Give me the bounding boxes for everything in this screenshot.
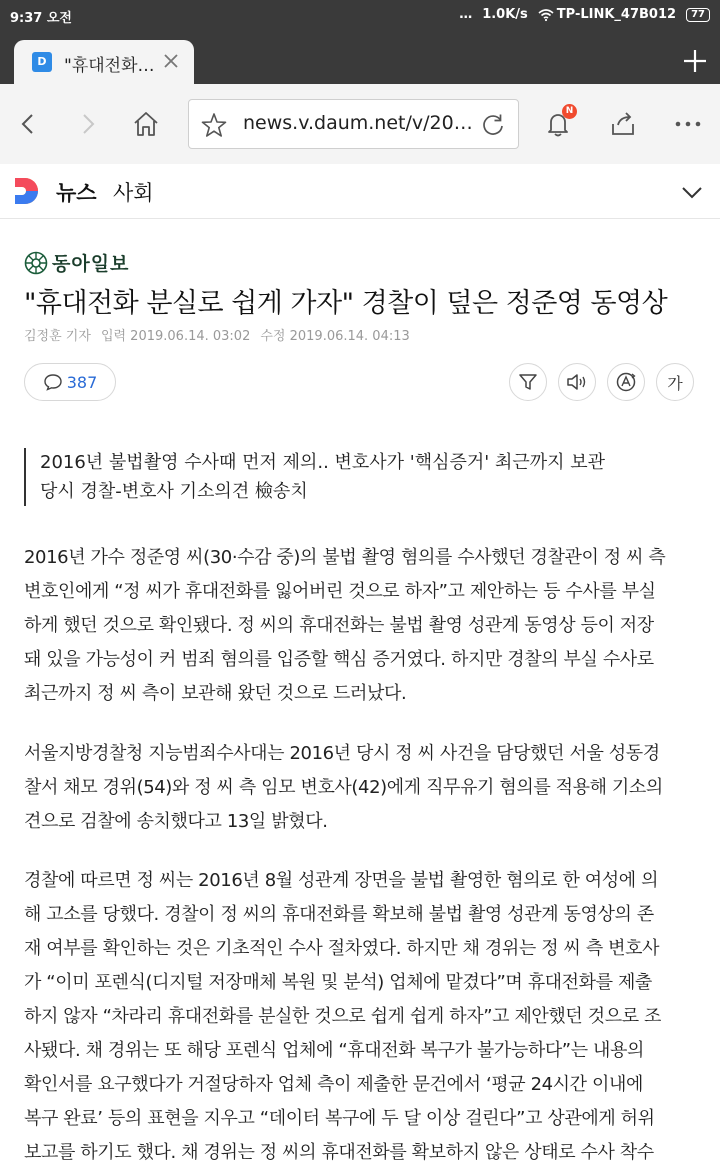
tab-favicon: D <box>32 52 52 72</box>
body-line: 재 여부를 확인하는 것은 기초적인 수사 절차였다. 하지만 채 경위는 정 씨 측 변호사 <box>24 938 660 959</box>
share-icon <box>609 110 637 138</box>
tab-strip <box>0 30 720 84</box>
body-line: 변호인에게 “정 씨가 휴대전화를 잃어버린 것으로 하자”고 제안하는 등 수사를 부실 <box>24 581 656 602</box>
network-speed: 1.0K/s <box>482 7 528 22</box>
listen-button[interactable] <box>558 363 596 401</box>
filter-icon <box>518 372 538 392</box>
status-right <box>459 7 710 22</box>
chevron-down-icon[interactable] <box>680 180 704 204</box>
daum-logo[interactable] <box>12 176 42 206</box>
reload-icon[interactable] <box>480 112 506 138</box>
notifications-button[interactable] <box>538 104 578 144</box>
body-line: 경찰에 따르면 정 씨는 2016년 8월 성관계 장면을 불법 촬영한 혐의로 한 여성에 의 <box>24 870 659 891</box>
battery-level: 77 <box>686 8 710 22</box>
body-line: 서울지방경찰청 지능범죄수사대는 2016년 당시 정 씨 사건을 담당했던 서울 성동경 <box>24 743 660 764</box>
more-button[interactable] <box>668 104 708 144</box>
speaker-icon <box>566 372 588 392</box>
home-button[interactable] <box>126 104 166 144</box>
body-line: 최근까지 정 씨 측이 보관해 왔던 것으로 드러났다. <box>24 683 407 704</box>
back-icon <box>16 112 40 136</box>
comment-count: 387 <box>66 372 98 392</box>
article-summary <box>24 448 694 506</box>
translate-button[interactable] <box>607 363 645 401</box>
body-line: 하지 않자 “차라리 휴대전화를 분실한 것으로 쉽게 쉽게 하자”고 제안했던 것으로 조 <box>24 1006 661 1027</box>
more-icon <box>674 120 702 128</box>
forward-button[interactable] <box>68 104 108 144</box>
body-line: 해 고소를 당했다. 경찰이 정 씨의 휴대전화를 확보해 불법 촬영 성관계 동영상의 존 <box>24 904 654 925</box>
article-paragraph-3 <box>24 864 699 1170</box>
share-button[interactable] <box>603 104 643 144</box>
article-paragraph-1 <box>24 541 699 711</box>
wifi-icon <box>538 9 554 21</box>
star-icon[interactable] <box>201 112 227 138</box>
section-label[interactable]: 사회 <box>113 181 154 205</box>
close-icon[interactable] <box>160 50 182 72</box>
body-line: 찰서 채모 경위(54)와 정 씨 측 임모 변호사(42)에게 직무유기 혐의를 적용해 기소의 <box>24 777 663 798</box>
news-label[interactable]: 뉴스 <box>56 181 97 205</box>
body-line: 돼 있을 가능성이 커 범죄 혐의를 입증할 핵심 증거였다. 하지만 경찰의 부실 수사로 <box>24 649 654 670</box>
article-paragraph-2 <box>24 737 699 839</box>
press-emblem <box>24 251 48 275</box>
press-logo[interactable] <box>24 249 129 276</box>
summary-line: 2016년 불법촬영 수사때 먼저 제의.. 변호사가 '핵심증거' 최근까지 보관 <box>40 452 606 473</box>
back-button[interactable] <box>8 104 48 144</box>
body-line: 가 “이미 포렌식(디지털 저장매체 복원 및 분석) 업체에 맡겼다”며 휴대전화를 제출 <box>24 972 652 993</box>
body-line: 보고를 하기도 했다. 채 경위는 정 씨의 휴대전화를 확보하지 않은 상태로 수사 착수 <box>24 1142 654 1163</box>
summary-button[interactable] <box>509 363 547 401</box>
address-bar[interactable] <box>188 99 519 149</box>
site-header <box>0 164 720 219</box>
comment-button[interactable] <box>24 363 116 401</box>
body-line: 2016년 가수 정준영 씨(30·수감 중)의 불법 촬영 혐의를 수사했던 경찰관이 정 씨 측 <box>24 547 666 568</box>
comment-icon <box>43 373 63 391</box>
reporter-name[interactable]: 김정훈 기자 <box>24 329 91 344</box>
summary-line: 당시 경찰-변호사 기소의견 檢송치 <box>40 481 308 502</box>
status-bar <box>0 0 720 30</box>
body-line: 하게 했던 것으로 확인됐다. 정 씨의 휴대전화는 불법 촬영 성관계 동영상 등이 저장 <box>24 615 654 636</box>
press-name: 동아일보 <box>52 253 130 275</box>
plus-icon[interactable] <box>682 48 708 74</box>
tab-title: "휴대전화… <box>64 56 155 76</box>
wifi-status <box>538 7 676 22</box>
status-time: 9:37 오전 <box>10 11 72 26</box>
input-time: 입력 2019.06.14. 03:02 <box>100 329 251 344</box>
font-size-label: 가 <box>667 373 683 393</box>
article-meta <box>24 325 410 344</box>
browser-tab[interactable] <box>14 40 194 84</box>
body-line: 견으로 검찰에 송치했다고 13일 밝혔다. <box>24 811 328 832</box>
notification-badge: N <box>562 104 577 119</box>
browser-toolbar <box>0 84 720 164</box>
body-line: 사됐다. 채 경위는 또 해당 포렌식 업체에 “휴대전화 복구가 불가능하다”는 내용의 <box>24 1040 645 1061</box>
translate-icon <box>615 371 637 393</box>
edit-time: 수정 2019.06.14. 04:13 <box>260 329 410 344</box>
body-line: 복구 완료’ 등의 표현을 지우고 “데이터 복구에 두 달 이상 걸린다”고 상관에게 허위 <box>24 1108 655 1129</box>
home-icon <box>132 110 160 138</box>
article-headline: "휴대전화 분실로 쉽게 가자" 경찰이 덮은 정준영 동영상 <box>24 288 668 319</box>
body-line: 확인서를 요구했다가 거절당하자 업체 측이 제출한 문건에서 ‘평균 24시간 이내에 <box>24 1074 643 1095</box>
wifi-name: TP-LINK_47B012 <box>556 7 677 22</box>
url-text[interactable]: news.v.daum.net/v/20… <box>243 112 473 134</box>
status-more-dots: … <box>459 7 473 22</box>
font-size-button[interactable] <box>656 363 694 401</box>
forward-icon <box>76 112 100 136</box>
